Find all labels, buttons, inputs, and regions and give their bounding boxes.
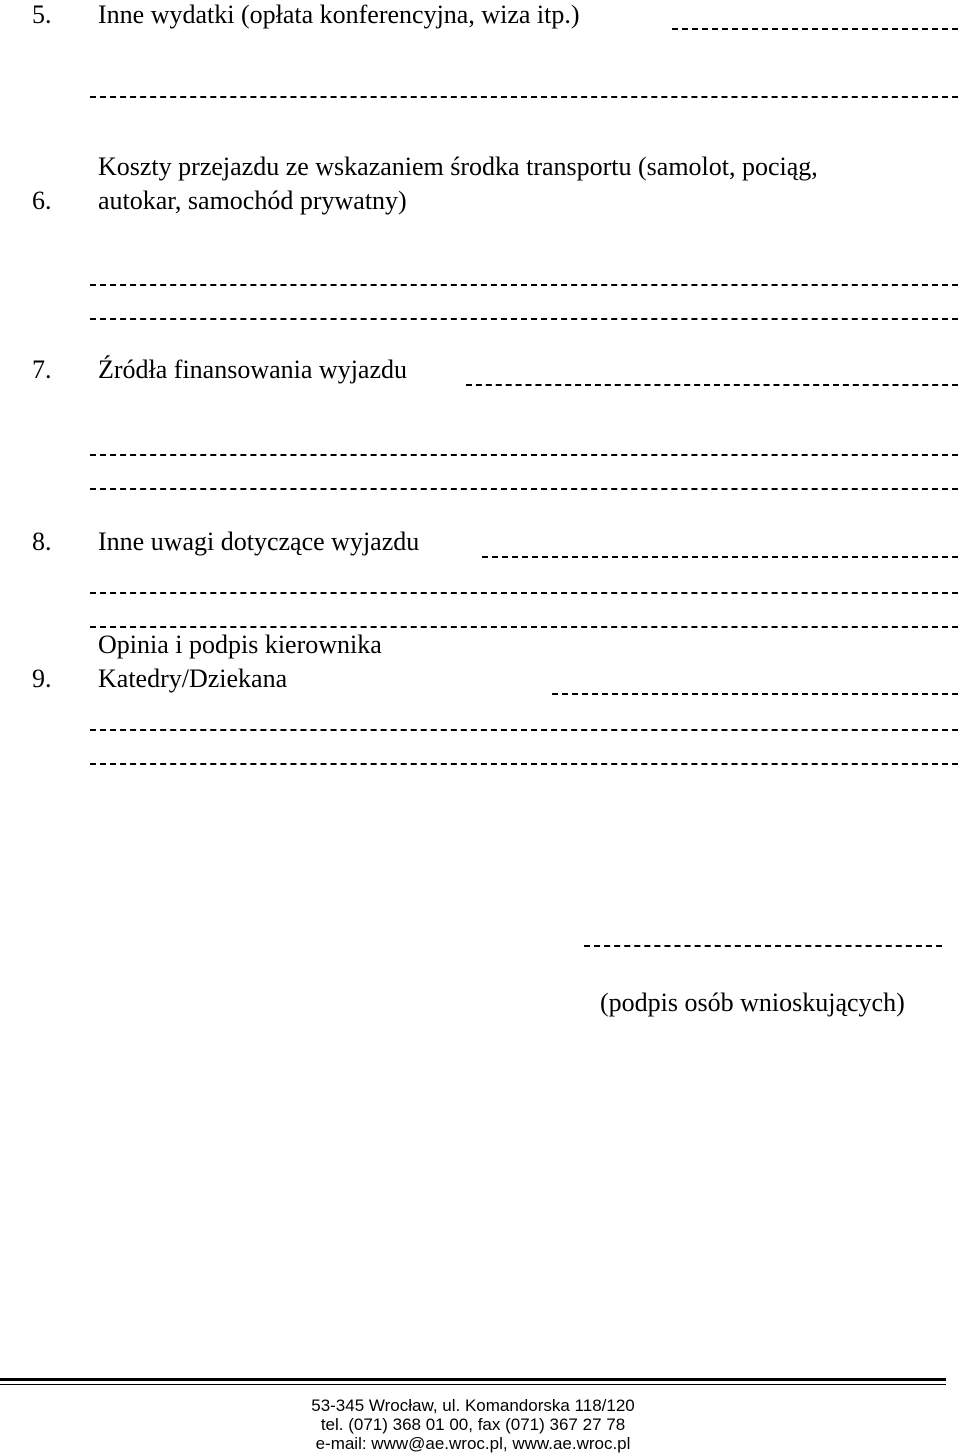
item-8-label: Inne uwagi dotyczące wyjazdu [98,527,420,556]
item-5-label: Inne wydatki (opłata konferencyjna, wiza itp.) [98,0,580,29]
item-9-answer-line[interactable] [552,693,958,695]
item-9-answer-line-2[interactable] [90,729,958,731]
item-5-answer-line-2[interactable] [90,96,958,98]
item-8-answer-line-2[interactable] [90,592,958,594]
footer-phone: tel. (071) 368 01 00, fax (071) 367 27 78 [320,1415,626,1434]
item-6-label-line-2: autokar, samochód prywatny) [98,186,407,215]
footer-address: 53-345 Wrocław, ul. Komandorska 118/120 [311,1396,635,1415]
footer-rule-thick [0,1378,946,1381]
footer-email: e-mail: www@ae.wroc.pl, www.ae.wroc.pl [315,1434,631,1453]
item-9-number: 9. [32,664,52,693]
item-7-label: Źródła finansowania wyjazdu [98,355,408,384]
item-6-answer-line-2[interactable] [90,318,958,320]
item-8-answer-line[interactable] [482,556,958,558]
item-7-answer-line-3[interactable] [90,488,958,490]
item-9-label-line-1: Opinia i podpis kierownika [98,630,382,659]
item-7-number: 7. [32,355,52,384]
item-8-answer-line-3[interactable] [90,626,958,628]
signature-caption: (podpis osób wnioskujących) [600,988,905,1017]
item-8-number: 8. [32,527,52,556]
signature-line[interactable] [584,945,942,947]
item-6-number: 6. [32,186,52,215]
footer-rule-thin [0,1384,946,1385]
item-7-answer-line[interactable] [466,384,958,386]
item-6-label-line-1: Koszty przejazdu ze wskazaniem środka transportu (samolot, pociąg, [98,152,818,181]
item-9-answer-line-3[interactable] [90,763,958,765]
item-5-answer-line[interactable] [672,28,958,30]
item-6-answer-line[interactable] [90,284,958,286]
item-5-number: 5. [32,0,52,29]
item-7-answer-line-2[interactable] [90,454,958,456]
item-9-label-line-2: Katedry/Dziekana [98,664,288,693]
